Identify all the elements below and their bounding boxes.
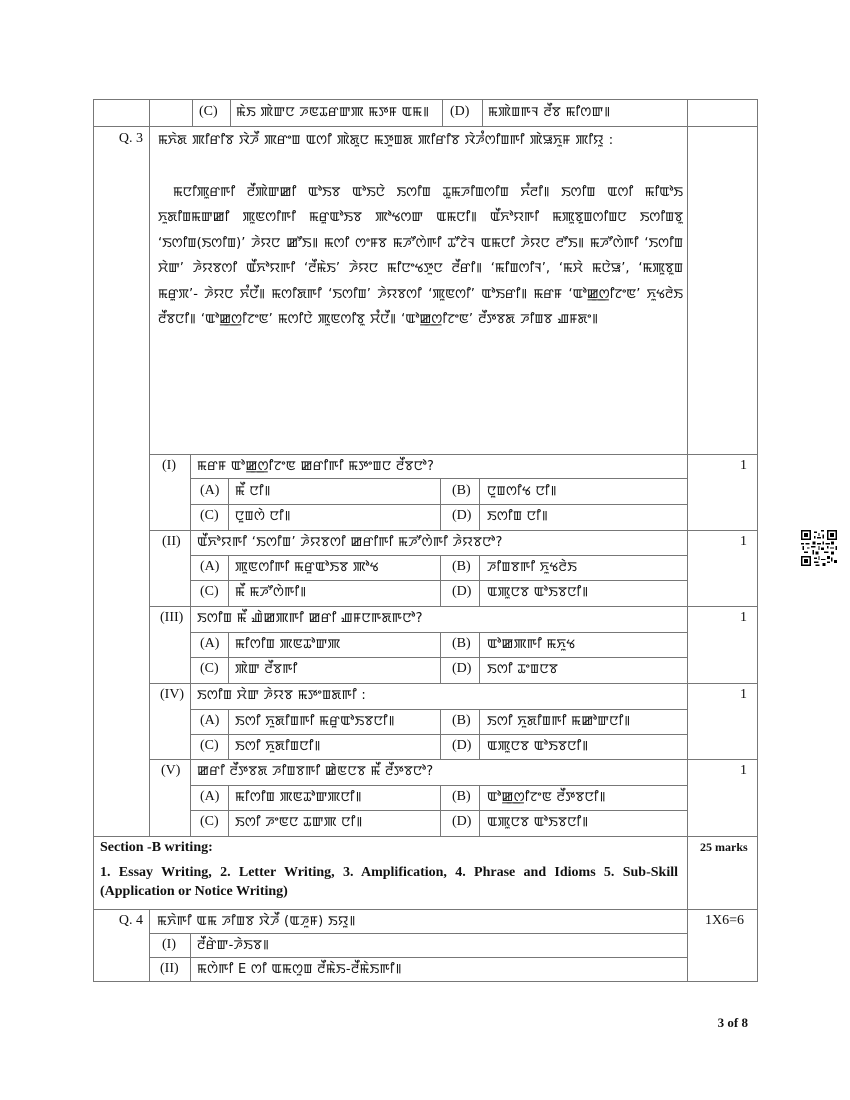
option-text: ꯑꯣꯀ꯭ꯁꯤꯖꯦꯟ ꯂꯩꯇꯕꯅꯤ꯫ [487, 790, 606, 805]
section-b-title: Section -B writing: [100, 840, 213, 855]
q4-marks: 1X6=6 [705, 913, 745, 928]
option-label: (D) [452, 584, 472, 599]
option-text: ꯑꯄꯨꯅꯕ ꯑꯣꯏꯕꯅꯤ꯫ [487, 585, 589, 600]
option-text: ꯍꯤꯡꯕꯒꯤ ꯈꯨꯠꯂꯥꯏ [487, 560, 578, 575]
sub-number: (II) [162, 534, 181, 549]
option-text: ꯏꯁꯤ ꯈꯨꯗꯤꯡꯒꯤ ꯃꯀꯣꯛꯅꯤ꯫ [487, 714, 631, 729]
option-text: ꯃꯤꯁꯤꯡ ꯄꯟꯊꯣꯛꯄꯅꯤ꯫ [235, 790, 362, 805]
option-label: (D) [452, 814, 472, 829]
q4-item-number: (I) [162, 937, 176, 952]
option-text: ꯑꯄꯨꯅꯕ ꯑꯣꯏꯕꯅꯤ꯫ [487, 739, 589, 754]
option-label: (B) [452, 636, 471, 651]
sub-question: ꯑꯩꯈꯣꯌꯒꯤ ‘ꯏꯁꯤꯡ’ ꯍꯥꯌꯕꯁꯤ ꯀꯔꯤꯒꯤ ꯃꯍꯧꯁꯥꯒꯤ ꯍꯥꯌꯕꯅꯣ? [197, 535, 503, 550]
sub-marks: 1 [740, 687, 747, 702]
sub-question: ꯃꯔꯝ ꯑꯣꯀ꯭ꯁꯤꯖꯦꯟ ꯀꯔꯤꯒꯤ ꯃꯇꯦꯡꯅ ꯂꯩꯕꯅꯣ? [197, 459, 435, 474]
option-label: (D) [452, 738, 472, 753]
top-option-d-text: ꯃꯄꯥꯡꯒꯜ ꯂꯩꯕ ꯃꯤꯁꯛ꯫ [488, 105, 611, 120]
option-text: ꯄꯥꯛ ꯂꯩꯕꯒꯤ [235, 662, 298, 677]
section-b-items: 1. Essay Writing, 2. Letter Writing, 3. Amplification, 4. Phrase and Idioms 5. Sub-Skill (Application or Notice Writing) [100, 865, 678, 899]
q3-prompt: ꯃꯈꯥꯗ ꯄꯤꯔꯤꯕ ꯋꯥꯍꯩ ꯄꯔꯦꯡ ꯑꯁꯤ ꯄꯥꯗꯨꯅ ꯃꯇꯨꯡꯗ ꯄꯤꯔꯤꯕ ꯋꯥꯍꯪꯁꯤꯡꯒꯤ ꯄꯥꯎꯈꯨꯝ ꯄꯤꯌꯨ : [158, 133, 614, 148]
option-text: ꯅꯨꯡꯁꯥ ꯅꯤ꯫ [235, 509, 291, 524]
option-label: (D) [452, 661, 472, 676]
q3-number: Q. 3 [118, 131, 143, 146]
top-option-d-label: (D) [450, 104, 470, 119]
sub-marks: 1 [740, 534, 747, 549]
sub-marks: 1 [740, 763, 747, 778]
option-text: ꯏꯁꯤ ꯊꯦꯡꯅꯕ [487, 662, 559, 677]
sub-marks: 1 [740, 610, 747, 625]
q4-number: Q. 4 [118, 913, 143, 928]
section-b-marks: 25 marks [700, 840, 748, 854]
sub-number: (IV) [160, 687, 185, 702]
q4-item-text: ꯂꯩꯔꯥꯛ-ꯍꯥꯏꯕ꯫ [197, 938, 270, 953]
sub-question: ꯏꯁꯤꯡ ꯆꯥꯛ ꯍꯥꯌꯕ ꯃꯇꯦꯡꯗꯒꯤ : [197, 688, 367, 703]
option-label: (A) [200, 713, 220, 728]
page-number: 3 of 8 [717, 1015, 748, 1030]
option-text: ꯃꯩ ꯅꯤ꯫ [235, 484, 271, 499]
option-text: ꯏꯁꯤꯡ ꯅꯤ꯫ [487, 509, 548, 524]
option-label: (B) [452, 789, 471, 804]
sub-number: (V) [161, 763, 181, 778]
q4-item-text: ꯃꯁꯥꯒꯤ E ꯁꯤ ꯑꯃꯁꯨꯡ ꯂꯩꯃꯥꯏ-ꯂꯩꯃꯥꯏꯒꯤ꯫ [197, 962, 402, 977]
option-text: ꯄꯨꯟꯁꯤꯒꯤ ꯃꯔꯨꯑꯣꯏꯕ ꯄꯣꯠ [235, 560, 379, 575]
sub-number: (I) [162, 458, 176, 473]
option-label: (B) [452, 483, 471, 498]
sub-question: ꯏꯁꯤꯡ ꯃꯩ ꯉꯥꯀꯄꯒꯤ ꯀꯔꯤ ꯉꯝꯅꯒꯗꯒꯅꯣ? [197, 611, 423, 626]
sub-question: ꯀꯔꯤ ꯂꯩꯇꯕꯗ ꯍꯤꯡꯕꯒꯤ ꯀꯥꯟꯅꯕ ꯃꯩ ꯂꯩꯇꯕꯅꯣ? [197, 764, 434, 779]
option-label: (C) [200, 661, 219, 676]
option-label: (C) [200, 584, 219, 599]
qr-code-icon [801, 530, 837, 566]
option-text: ꯏꯁꯤ ꯈꯨꯗꯤꯡꯅꯤ꯫ [235, 739, 321, 754]
top-option-c-label: (C) [199, 104, 218, 119]
q4-prompt: ꯃꯈꯥꯒꯤ ꯑꯃ ꯍꯤꯡꯕ ꯋꯥꯍꯩ (ꯑꯍꯨꯝ) ꯏꯌꯨ꯫ [157, 914, 356, 929]
option-label: (C) [200, 508, 219, 523]
option-label: (C) [200, 738, 219, 753]
option-text: ꯑꯣꯀꯄꯒꯤ ꯃꯈꯨꯠ [487, 637, 576, 652]
option-label: (A) [200, 559, 220, 574]
q3-passage: ꯃꯅꯤꯄꯨꯔꯒꯤ ꯂꯩꯄꯥꯛꯀꯤ ꯑꯣꯏꯕ ꯑꯣꯏꯅꯥ ꯏꯁꯤꯡ ꯊꯨꯃꯍꯤꯡꯁꯤꯡ ꯈꯪꯂꯤ꯫ ꯏꯁꯤꯡ ꯑꯁꯤ ꯃꯤꯑꯣꯏ ꯈꯨꯗꯤꯡꯃꯛꯀꯤ ꯄꯨꯟꯁꯤꯒꯤ ꯃꯔꯨꯑꯣꯏꯕ ꯄꯣꯠꯁꯛ ꯑꯃꯅꯤ꯫ ꯑꯩꯈꯣꯌꯒꯤ ꯃꯄꯨꯕꯨꯡꯁꯤꯡꯅ ꯏꯁꯤꯡꯕꯨ ‘ꯏꯁꯤꯡ(ꯏꯁꯤꯡ)’ ꯍꯥꯌꯅ ꯀꯧꯏ꯫ ꯃꯁꯤ ꯁꯦꯝꯕ ꯃꯍꯧꯁꯥꯒꯤ ꯊꯧꯖꯥꯜ ꯑꯃꯅꯤ ꯍꯥꯌꯅ ꯂꯧꯏ꯫ ꯃꯍꯧꯁꯥꯒꯤ ‘ꯏꯁꯤꯡ ꯆꯥꯛ’ ꯍꯥꯌꯕꯁꯤ ꯑꯩꯈꯣꯌꯒꯤ ‘ꯂꯩꯃꯥꯏ’ ꯍꯥꯌꯅ ꯃꯤꯅꯦꯠꯇꯨꯅ ꯂꯩꯔꯤ꯫ ‘ꯃꯤꯡꯁꯤꯜ’, ‘ꯃꯆꯥ ꯃꯅꯥꯎ’, ‘ꯃꯄꯨꯕꯨꯡ ꯃꯔꯨꯞ’- ꯍꯥꯌꯅ ꯈꯪꯅꯩ꯫ ꯃꯁꯤꯗꯒꯤ ‘ꯏꯁꯤꯡ’ ꯍꯥꯌꯕꯁꯤ ‘ꯄꯨꯟꯁꯤ’ ꯑꯣꯏꯔꯤ꯫ ꯃꯔꯝ ‘ꯑꯣꯀ꯭ꯁꯤꯖꯦꯟ’ ꯈꯨꯠꯂꯥꯏ ꯂꯩꯕꯅꯤ꯫ ‘ꯑꯣꯀ꯭ꯁꯤꯖꯦꯟ’ ꯃꯁꯤꯅꯥ ꯄꯨꯟꯁꯤꯕꯨ ꯆꯪꯅꯩ꯫ ‘ꯑꯣꯀ꯭ꯁꯤꯖꯦꯟ’ ꯂꯩꯇꯕꯗ ꯍꯤꯡꯕ ꯉꯝꯗꯦ꯫ [158, 185, 683, 328]
option-label: (A) [200, 789, 220, 804]
q4-item-number: (II) [160, 961, 179, 976]
option-text: ꯏꯁꯤ ꯈꯨꯗꯤꯡꯒꯤ ꯃꯔꯨꯑꯣꯏꯕꯅꯤ꯫ [235, 714, 395, 729]
option-text: ꯑꯄꯨꯅꯕ ꯑꯣꯏꯕꯅꯤ꯫ [487, 815, 589, 830]
option-label: (A) [200, 483, 220, 498]
option-text: ꯃꯤꯁꯤꯡ ꯄꯟꯊꯣꯛꯄ [235, 637, 341, 652]
sub-number: (III) [160, 610, 184, 625]
option-text: ꯅꯨꯡꯁꯤꯠ ꯅꯤ꯫ [487, 484, 557, 499]
option-label: (D) [452, 508, 472, 523]
option-label: (C) [200, 814, 219, 829]
option-label: (A) [200, 636, 220, 651]
option-label: (B) [452, 713, 471, 728]
option-text: ꯏꯁꯤ ꯍꯦꯟꯅ ꯊꯛꯄ ꯅꯤ꯫ [235, 815, 363, 830]
option-label: (B) [452, 559, 471, 574]
top-option-c-text: ꯃꯥꯏ ꯄꯥꯛꯅ ꯍꯟꯊꯔꯛꯄ ꯃꯇꯝ ꯑꯃ꯫ [236, 105, 430, 120]
option-text: ꯃꯩ ꯃꯍꯧꯁꯥꯒꯤ꯫ [235, 585, 307, 600]
sub-marks: 1 [740, 458, 747, 473]
